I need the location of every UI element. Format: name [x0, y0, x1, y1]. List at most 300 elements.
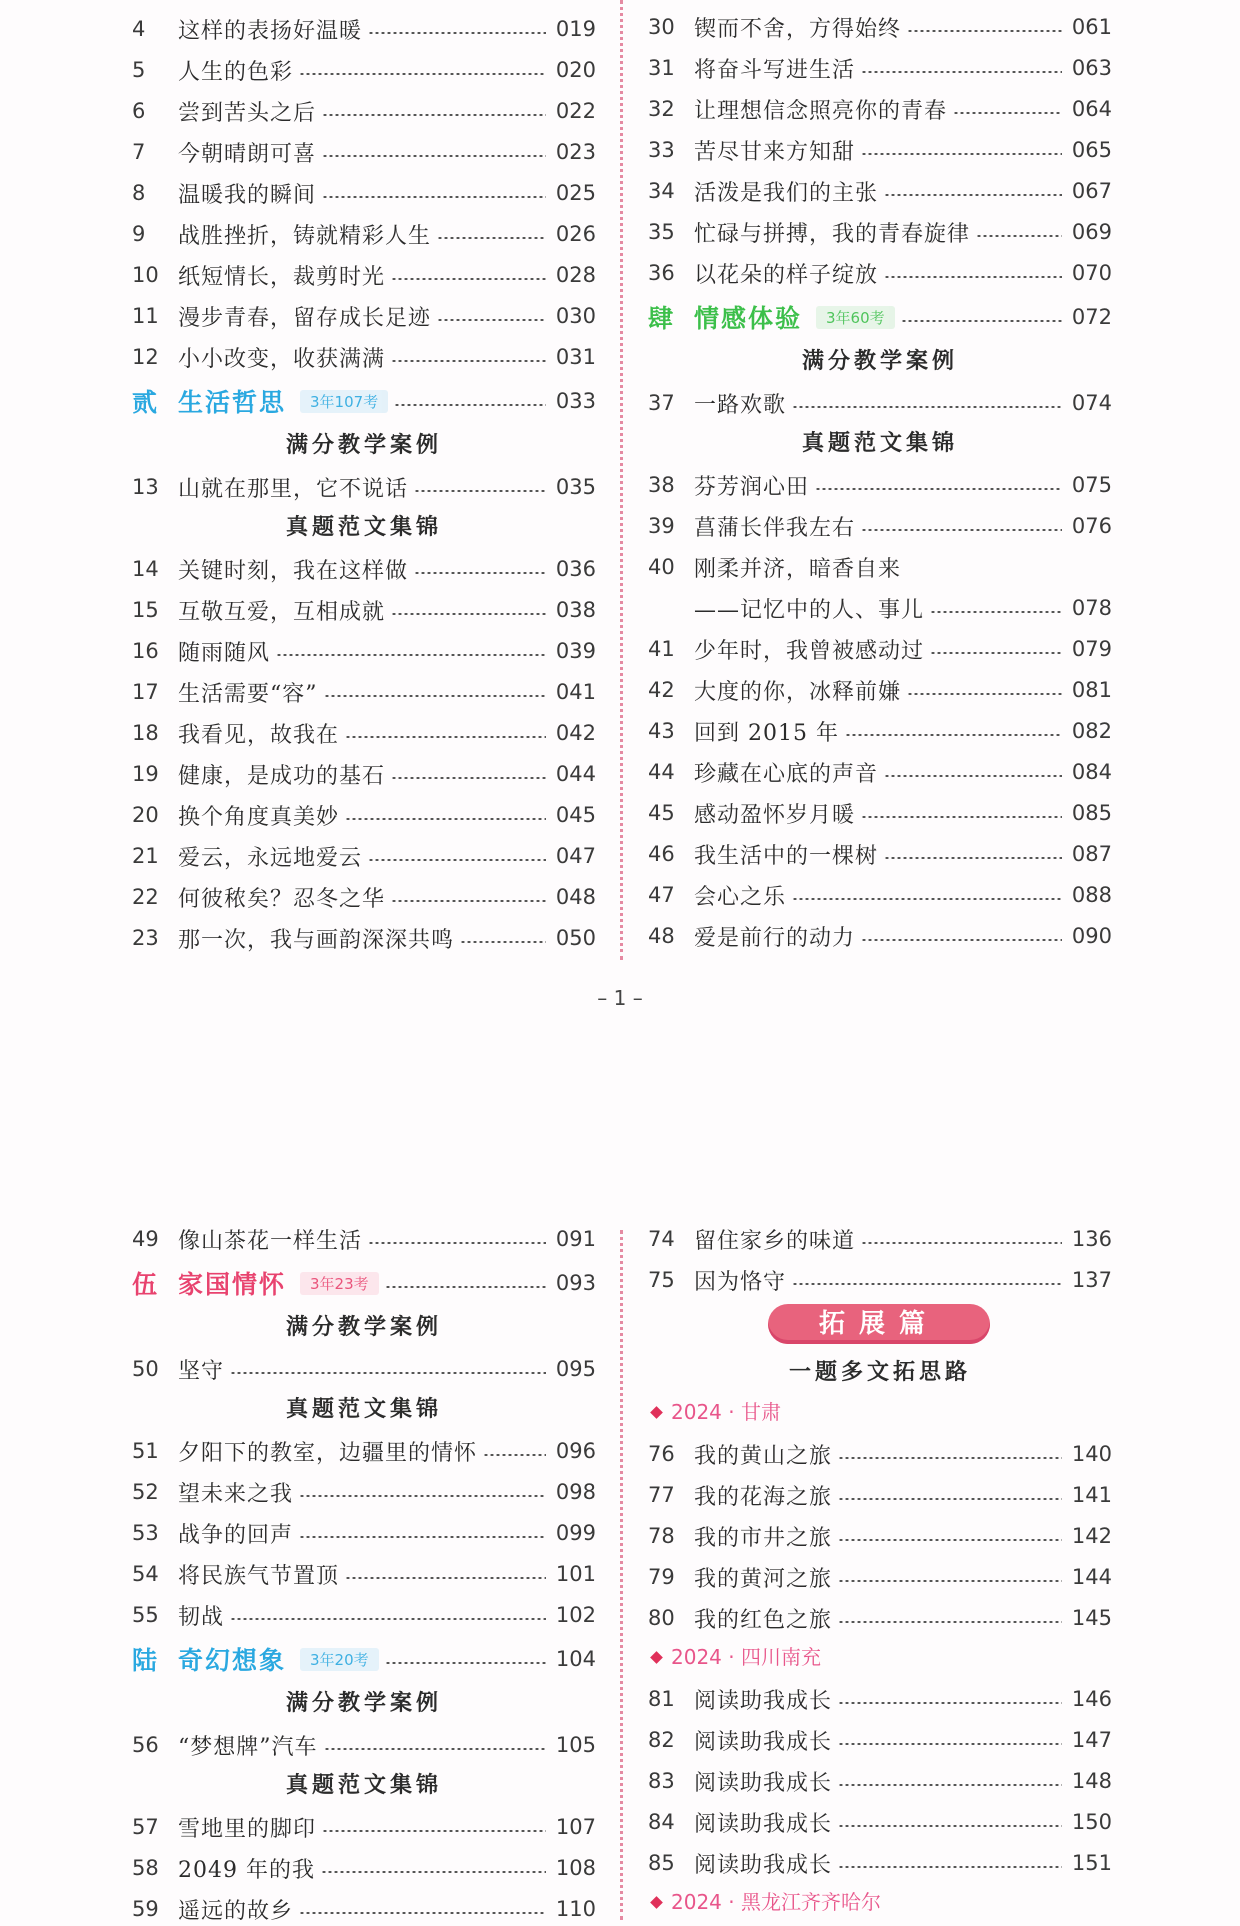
toc-entry[interactable] — [132, 1892, 596, 1926]
entry-number: 78 — [648, 1524, 675, 1548]
entry-page: 026 — [555, 222, 596, 246]
entry-title: 刚柔并济，暗香自来 — [694, 556, 902, 582]
section-heading[interactable] — [132, 381, 596, 421]
section-page: 072 — [1071, 305, 1112, 329]
dot-leader — [861, 529, 1062, 531]
dot-leader — [838, 1580, 1062, 1582]
entry-page: 041 — [555, 680, 596, 704]
dot-leader — [976, 235, 1062, 237]
toc-entry[interactable] — [132, 53, 596, 87]
entry-page: 050 — [555, 926, 596, 950]
entry-title: 雪地里的脚印 — [178, 1816, 317, 1842]
region-text: 2024 · 四川南充 — [671, 1645, 821, 1669]
subsection-heading: 真题范文集锦 — [801, 431, 958, 456]
toc-entry[interactable] — [648, 1846, 1112, 1880]
entry-number: 54 — [132, 1562, 159, 1586]
dot-leader — [861, 1242, 1062, 1244]
entry-title: 小小改变，收获满满 — [178, 346, 386, 372]
entry-title: 关键时刻，我在这样做 — [178, 558, 409, 584]
toc-entry[interactable] — [648, 796, 1112, 830]
entry-number: 77 — [648, 1483, 675, 1507]
toc-entry[interactable] — [132, 634, 596, 668]
entry-title: 珍藏在心底的声音 — [694, 761, 879, 787]
toc-entry[interactable] — [132, 757, 596, 791]
entry-page: 044 — [555, 762, 596, 786]
dot-leader — [838, 1825, 1062, 1827]
entry-number: 40 — [648, 555, 675, 579]
toc-entry[interactable] — [132, 1352, 596, 1386]
entry-number: 50 — [132, 1357, 159, 1381]
toc-entry[interactable] — [648, 1764, 1112, 1798]
toc-entry[interactable] — [648, 550, 1112, 584]
entry-title: 遥远的故乡 — [178, 1898, 294, 1924]
dot-leader — [953, 112, 1062, 114]
entry-page: 150 — [1071, 1810, 1112, 1834]
entry-number: 43 — [648, 719, 675, 743]
entry-page: 082 — [1071, 719, 1112, 743]
entry-number: 10 — [132, 263, 159, 287]
entry-page: 105 — [555, 1733, 596, 1757]
entry-page: 081 — [1071, 678, 1112, 702]
region-label — [648, 1887, 881, 1917]
entry-number: 6 — [132, 99, 146, 123]
entry-page: 079 — [1071, 637, 1112, 661]
entry-page: 137 — [1071, 1268, 1112, 1292]
dot-leader — [907, 693, 1062, 695]
dot-leader — [322, 155, 546, 157]
toc-entry[interactable] — [132, 12, 596, 46]
entry-page: 078 — [1071, 596, 1112, 620]
entry-title: 像山茶花一样生活 — [178, 1228, 363, 1254]
dot-leader — [324, 695, 547, 697]
diamond-icon — [650, 1896, 663, 1909]
entry-title: 生活需要“容” — [178, 681, 318, 707]
toc-entry[interactable] — [648, 174, 1112, 208]
entry-number: 41 — [648, 637, 675, 661]
dot-leader — [838, 1743, 1062, 1745]
toc-entry[interactable] — [648, 215, 1112, 249]
entry-number: 17 — [132, 680, 159, 704]
toc-entry[interactable] — [132, 1728, 596, 1762]
entry-page: 148 — [1071, 1769, 1112, 1793]
toc-entry[interactable] — [132, 1557, 596, 1591]
entry-number: 4 — [132, 17, 146, 41]
entry-page: 069 — [1071, 220, 1112, 244]
entry-number: 58 — [132, 1856, 159, 1880]
entry-number: 53 — [132, 1521, 159, 1545]
entry-title: 尝到苦头之后 — [178, 100, 317, 126]
entry-number: 11 — [132, 304, 159, 328]
dot-leader — [838, 1498, 1062, 1500]
toc-entry[interactable] — [132, 552, 596, 586]
entry-title: 我看见，故我在 — [178, 722, 340, 748]
toc-entry[interactable] — [132, 1598, 596, 1632]
entry-title: 因为恪守 — [694, 1269, 787, 1295]
entry-number: 32 — [648, 97, 675, 121]
dot-leader — [345, 736, 546, 738]
toc-entry[interactable] — [132, 1222, 596, 1256]
dot-leader — [838, 1457, 1062, 1459]
entry-page: 036 — [555, 557, 596, 581]
entry-number: 22 — [132, 885, 159, 909]
entry-title: 坚守 — [178, 1358, 225, 1384]
entry-title: “梦想牌”汽车 — [178, 1734, 318, 1760]
toc-entry[interactable] — [132, 340, 596, 374]
dot-leader — [792, 406, 1062, 408]
entry-number: 76 — [648, 1442, 675, 1466]
dot-leader — [930, 611, 1062, 613]
entry-number: 44 — [648, 760, 675, 784]
column-divider — [620, 0, 623, 960]
dot-leader — [838, 1621, 1062, 1623]
entry-title: 韧战 — [178, 1604, 225, 1630]
dot-leader — [385, 1286, 546, 1288]
entry-title: 锲而不舍，方得始终 — [694, 16, 902, 42]
entry-page: 039 — [555, 639, 596, 663]
entry-title: 回到 2015 年 — [694, 720, 839, 746]
entry-number: 37 — [648, 391, 675, 415]
entry-page: 090 — [1071, 924, 1112, 948]
entry-page: 099 — [555, 1521, 596, 1545]
region-text: 2024 · 黑龙江齐齐哈尔 — [671, 1890, 881, 1914]
entry-number: 38 — [648, 473, 675, 497]
toc-entry[interactable] — [132, 1851, 596, 1885]
toc-entry[interactable] — [132, 470, 596, 504]
entry-title: 会心之乐 — [694, 884, 787, 910]
section-page: 104 — [555, 1647, 596, 1671]
toc-entry[interactable] — [648, 919, 1112, 953]
entry-number: 13 — [132, 475, 159, 499]
toc-entry[interactable] — [132, 135, 596, 169]
toc-entry[interactable] — [648, 468, 1112, 502]
toc-entry[interactable] — [132, 94, 596, 128]
entry-title: 我生活中的一棵树 — [694, 843, 879, 869]
dot-leader — [322, 114, 546, 116]
entry-page: 144 — [1071, 1565, 1112, 1589]
entry-title: 我的黄山之旅 — [694, 1443, 833, 1469]
dot-leader — [321, 1871, 546, 1873]
dot-leader — [884, 857, 1062, 859]
toc-entry[interactable] — [648, 1437, 1112, 1471]
entry-title: 我的市井之旅 — [694, 1525, 833, 1551]
entry-page: 091 — [555, 1227, 596, 1251]
entry-number: 16 — [132, 639, 159, 663]
entry-title: ——记忆中的人、事儿 — [694, 597, 925, 623]
entry-page: 065 — [1071, 138, 1112, 162]
dot-leader — [838, 1702, 1062, 1704]
entry-page: 045 — [555, 803, 596, 827]
dot-leader — [230, 1372, 546, 1374]
toc-entry[interactable] — [648, 1263, 1112, 1297]
toc-entry[interactable] — [648, 714, 1112, 748]
toc-entry[interactable] — [132, 593, 596, 627]
entry-page: 147 — [1071, 1728, 1112, 1752]
entry-page: 061 — [1071, 15, 1112, 39]
toc-entry[interactable] — [648, 92, 1112, 126]
entry-number: 20 — [132, 803, 159, 827]
entry-title: 我的黄河之旅 — [694, 1566, 833, 1592]
entry-page: 108 — [555, 1856, 596, 1880]
entry-title: 菖蒲长伴我左右 — [694, 515, 856, 541]
subsection-heading: 满分教学案例 — [801, 349, 958, 374]
section-numeral: 贰 — [132, 388, 158, 417]
entry-title: 阅读助我成长 — [694, 1688, 833, 1714]
entry-number: 35 — [648, 220, 675, 244]
entry-page: 030 — [555, 304, 596, 328]
entry-number: 80 — [648, 1606, 675, 1630]
subsection-heading: 真题范文集锦 — [285, 1397, 442, 1422]
dot-leader — [483, 1454, 546, 1456]
entry-title: 阅读助我成长 — [694, 1811, 833, 1837]
toc-entry[interactable] — [132, 1516, 596, 1550]
entry-page: 146 — [1071, 1687, 1112, 1711]
entry-title: 将民族气节置顶 — [178, 1563, 340, 1589]
region-label — [648, 1397, 781, 1427]
section-numeral: 肆 — [648, 304, 674, 333]
dot-leader — [861, 939, 1062, 941]
entry-number: 47 — [648, 883, 675, 907]
toc-entry[interactable] — [648, 632, 1112, 666]
toc-entry[interactable] — [132, 217, 596, 251]
entry-number: 31 — [648, 56, 675, 80]
dot-leader — [437, 237, 546, 239]
toc-entry[interactable] — [648, 1560, 1112, 1594]
entry-page: 020 — [555, 58, 596, 82]
dot-leader — [845, 734, 1062, 736]
entry-page: 107 — [555, 1815, 596, 1839]
dot-leader — [460, 941, 546, 943]
column-divider — [620, 1230, 623, 1920]
entry-page: 019 — [555, 17, 596, 41]
entry-page: 074 — [1071, 391, 1112, 415]
section-heading[interactable] — [132, 1263, 596, 1303]
entry-page: 101 — [555, 1562, 596, 1586]
page-number: – 1 – — [597, 986, 643, 1010]
section-numeral: 陆 — [132, 1646, 158, 1675]
toc-entry[interactable] — [648, 1601, 1112, 1635]
entry-title: 互敬互爱，互相成就 — [178, 599, 386, 625]
dot-leader — [322, 1830, 546, 1832]
entry-title: 活泼是我们的主张 — [694, 180, 879, 206]
entry-title: 这样的表扬好温暖 — [178, 18, 363, 44]
dot-leader — [276, 654, 546, 656]
section-heading[interactable] — [132, 1639, 596, 1679]
entry-title: 忙碌与拼搏，我的青春旋律 — [694, 221, 971, 247]
section-page: 033 — [555, 389, 596, 413]
toc-entry[interactable] — [132, 176, 596, 210]
entry-number: 30 — [648, 15, 675, 39]
entry-title: 夕阳下的教室，边疆里的情怀 — [178, 1440, 478, 1466]
entry-number: 56 — [132, 1733, 159, 1757]
entry-number: 49 — [132, 1227, 159, 1251]
entry-page: 098 — [555, 1480, 596, 1504]
dot-leader — [884, 775, 1062, 777]
entry-page: 140 — [1071, 1442, 1112, 1466]
entry-title: 爱是前行的动力 — [694, 925, 856, 951]
toc-entry[interactable] — [132, 798, 596, 832]
toc-entry[interactable] — [648, 133, 1112, 167]
entry-title: 爱云，永远地爱云 — [178, 845, 363, 871]
toc-column-right — [648, 0, 1112, 960]
toc-column-right — [648, 1220, 1112, 1920]
entry-number: 18 — [132, 721, 159, 745]
toc-entry[interactable] — [648, 837, 1112, 871]
dot-leader — [861, 71, 1062, 73]
entry-title: 感动盈怀岁月暖 — [694, 802, 856, 828]
dot-leader — [838, 1539, 1062, 1541]
section-title: 奇幻想象 — [178, 1646, 287, 1675]
dot-leader — [299, 1912, 546, 1914]
toc-entry[interactable] — [132, 675, 596, 709]
entry-title: 我的花海之旅 — [694, 1484, 833, 1510]
entry-number: 75 — [648, 1268, 675, 1292]
entry-title: 2049 年的我 — [178, 1857, 315, 1883]
entry-number: 15 — [132, 598, 159, 622]
entry-title: 随雨随风 — [178, 640, 271, 666]
entry-number: 39 — [648, 514, 675, 538]
toc-entry[interactable] — [132, 1810, 596, 1844]
toc-entry[interactable] — [132, 839, 596, 873]
dot-leader — [930, 652, 1062, 654]
entry-number: 57 — [132, 1815, 159, 1839]
dot-leader — [391, 900, 546, 902]
section-title: 家国情怀 — [178, 1270, 287, 1299]
dot-leader — [414, 490, 546, 492]
toc-entry[interactable] — [648, 1519, 1112, 1553]
dot-leader — [299, 1495, 546, 1497]
entry-page: 028 — [555, 263, 596, 287]
toc-entry[interactable] — [132, 1434, 596, 1468]
entry-title: 纸短情长，裁剪时光 — [178, 264, 386, 290]
section-heading[interactable] — [648, 297, 1112, 337]
entry-number: 82 — [648, 1728, 675, 1752]
toc-entry[interactable] — [648, 1805, 1112, 1839]
dot-leader — [838, 1784, 1062, 1786]
section-tag: 3年20考 — [300, 1648, 379, 1671]
entry-page: 136 — [1071, 1227, 1112, 1251]
entry-number: 8 — [132, 181, 146, 205]
diamond-icon — [650, 1651, 663, 1664]
toc-entry[interactable] — [648, 256, 1112, 290]
entry-title: 山就在那里，它不说话 — [178, 476, 409, 502]
entry-title: 人生的色彩 — [178, 59, 294, 85]
toc-entry[interactable] — [648, 878, 1112, 912]
entry-number: 83 — [648, 1769, 675, 1793]
entry-number: 45 — [648, 801, 675, 825]
entry-title: 苦尽甘来方知甜 — [694, 139, 856, 165]
entry-title: 温暖我的瞬间 — [178, 182, 317, 208]
toc-entry[interactable] — [648, 755, 1112, 789]
dot-leader — [391, 278, 546, 280]
dot-leader — [838, 1866, 1062, 1868]
section-tag: 3年23考 — [300, 1272, 379, 1295]
toc-entry[interactable] — [132, 716, 596, 750]
dot-leader — [861, 153, 1062, 155]
entry-title: 那一次，我与画韵深深共鸣 — [178, 927, 455, 953]
dot-leader — [368, 859, 546, 861]
entry-number: 85 — [648, 1851, 675, 1875]
section-page: 093 — [555, 1271, 596, 1295]
entry-page: 047 — [555, 844, 596, 868]
section-title: 情感体验 — [694, 304, 803, 333]
toc-entry[interactable] — [648, 1222, 1112, 1256]
toc-entry[interactable] — [132, 1475, 596, 1509]
dot-leader — [437, 319, 546, 321]
entry-title: 阅读助我成长 — [694, 1852, 833, 1878]
entry-page: 070 — [1071, 261, 1112, 285]
toc-entry[interactable] — [648, 10, 1112, 44]
entry-number: 34 — [648, 179, 675, 203]
section-numeral: 伍 — [132, 1270, 158, 1299]
toc-entry[interactable] — [648, 51, 1112, 85]
dot-leader — [391, 777, 546, 779]
toc-entry[interactable] — [648, 591, 1112, 625]
entry-title: 阅读助我成长 — [694, 1770, 833, 1796]
dot-leader — [391, 360, 546, 362]
entry-title: 健康，是成功的基石 — [178, 763, 386, 789]
dot-leader — [861, 816, 1062, 818]
entry-page: 067 — [1071, 179, 1112, 203]
toc-entry[interactable] — [648, 673, 1112, 707]
dot-leader — [884, 276, 1062, 278]
entry-number: 7 — [132, 140, 146, 164]
entry-title: 战争的回声 — [178, 1522, 294, 1548]
section-title: 生活哲思 — [178, 388, 287, 417]
entry-title: 芬芳润心田 — [694, 474, 810, 500]
entry-page: 110 — [555, 1897, 596, 1921]
toc-entry[interactable] — [648, 1478, 1112, 1512]
toc-page-2 — [0, 1220, 1240, 1924]
extension-banner: 拓展篇 — [768, 1304, 990, 1344]
toc-entry[interactable] — [648, 1682, 1112, 1716]
subsection-heading: 满分教学案例 — [285, 1315, 442, 1340]
entry-number: 21 — [132, 844, 159, 868]
dot-leader — [901, 320, 1062, 322]
entry-page: 023 — [555, 140, 596, 164]
toc-entry[interactable] — [648, 509, 1112, 543]
section-tag: 3年60考 — [816, 306, 895, 329]
entry-page: 085 — [1071, 801, 1112, 825]
entry-title: 战胜挫折，铸就精彩人生 — [178, 223, 432, 249]
entry-page: 151 — [1071, 1851, 1112, 1875]
toc-entry[interactable] — [132, 258, 596, 292]
entry-page: 048 — [555, 885, 596, 909]
toc-entry[interactable] — [132, 921, 596, 955]
dot-leader — [907, 30, 1062, 32]
entry-number: 48 — [648, 924, 675, 948]
entry-page: 084 — [1071, 760, 1112, 784]
subsection-heading: 满分教学案例 — [285, 1691, 442, 1716]
toc-entry[interactable] — [648, 1723, 1112, 1757]
dot-leader — [368, 32, 546, 34]
entry-title: 我的红色之旅 — [694, 1607, 833, 1633]
entry-page: 142 — [1071, 1524, 1112, 1548]
dot-leader — [324, 1748, 547, 1750]
subsection-heading: 满分教学案例 — [285, 433, 442, 458]
region-text: 2024 · 甘肃 — [671, 1400, 781, 1424]
entry-page: 141 — [1071, 1483, 1112, 1507]
entry-page: 038 — [555, 598, 596, 622]
toc-entry[interactable] — [132, 880, 596, 914]
entry-title: 少年时，我曾被感动过 — [694, 638, 925, 664]
entry-page: 075 — [1071, 473, 1112, 497]
entry-title: 将奋斗写进生活 — [694, 57, 856, 83]
diamond-icon — [650, 1406, 663, 1419]
entry-page: 042 — [555, 721, 596, 745]
toc-entry[interactable] — [648, 386, 1112, 420]
entry-title: 阅读助我成长 — [694, 1729, 833, 1755]
toc-entry[interactable] — [132, 299, 596, 333]
